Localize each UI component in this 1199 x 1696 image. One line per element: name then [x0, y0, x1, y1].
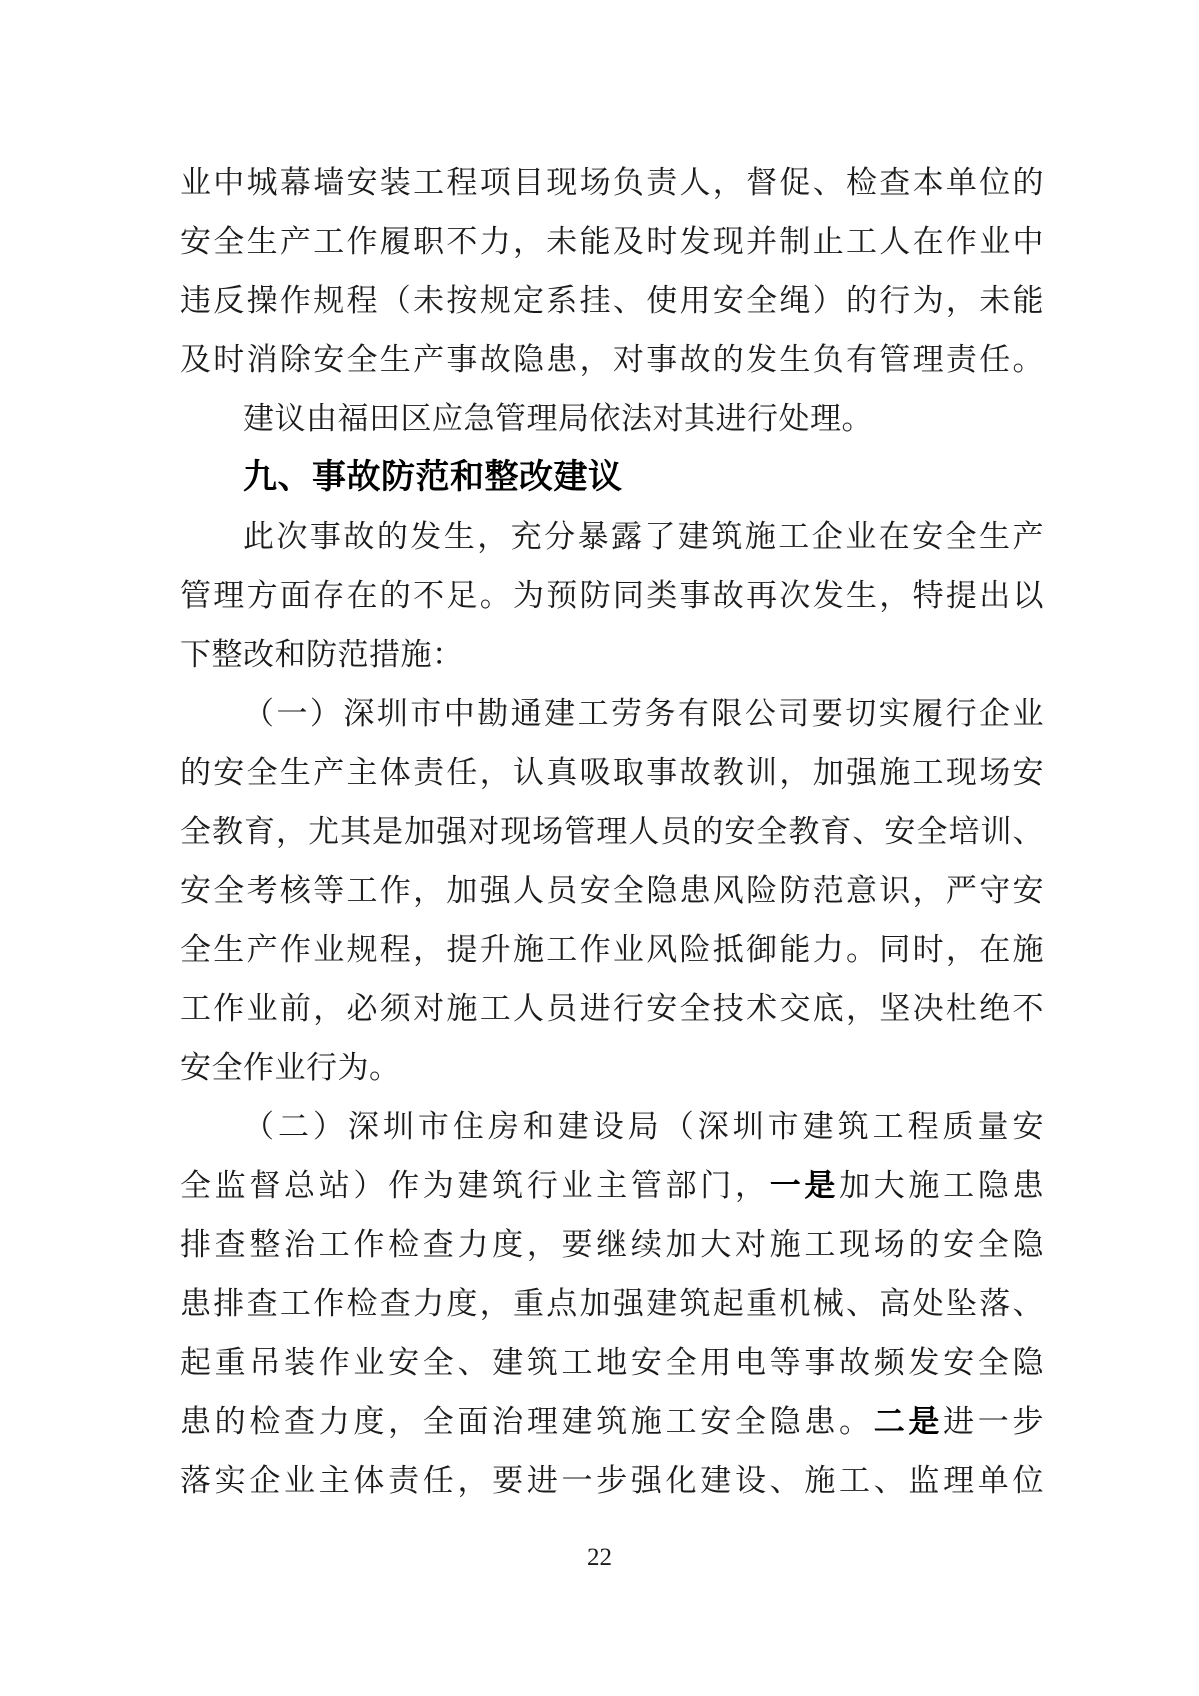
document-body	[180, 153, 1044, 1510]
text-segment: 下整改和防范措施：	[180, 637, 464, 672]
text-segment: 九、事故防范和整改建议	[243, 458, 623, 496]
text-line	[180, 507, 1044, 566]
text-segment: 工作业前，必须对施工人员进行安全技术交底，坚决杜绝不	[180, 991, 1044, 1026]
text-line	[180, 1156, 1044, 1215]
text-line	[180, 920, 1044, 979]
text-segment: 违反操作规程（未按规定系挂、使用安全绳）的行为，未能	[180, 283, 1044, 318]
text-segment: 安全考核等工作，加强人员安全隐患风险防范意识，严守安	[180, 873, 1044, 908]
text-line	[180, 153, 1044, 212]
text-line	[180, 1333, 1044, 1392]
text-segment: 排查整治工作检查力度，要继续加大对施工现场的安全隐	[180, 1227, 1044, 1262]
text-line	[180, 802, 1044, 861]
text-segment: （一）深圳市中勘通建工劳务有限公司要切实履行企业	[243, 696, 1044, 731]
text-line	[180, 979, 1044, 1038]
text-line	[180, 861, 1044, 920]
text-segment: 安全作业行为。	[180, 1050, 401, 1085]
text-segment: 患排查工作检查力度，重点加强建筑起重机械、高处坠落、	[180, 1286, 1044, 1321]
text-line	[180, 743, 1044, 802]
text-line	[180, 212, 1044, 271]
text-line	[180, 1215, 1044, 1274]
text-segment: 一是	[769, 1168, 840, 1203]
text-segment: 建议由福田区应急管理局依法对其进行处理。	[243, 401, 873, 436]
text-segment: 管理方面存在的不足。为预防同类事故再次发生，特提出以	[180, 578, 1044, 613]
text-line	[180, 684, 1044, 743]
text-segment: 此次事故的发生，充分暴露了建筑施工企业在安全生产	[243, 519, 1044, 554]
text-line	[180, 1038, 1044, 1097]
text-line	[180, 1392, 1044, 1451]
text-segment: 全生产作业规程，提升施工作业风险抵御能力。同时，在施	[180, 932, 1044, 967]
text-segment: 二是	[873, 1404, 944, 1439]
text-segment: （二）深圳市住房和建设局（深圳市建筑工程质量安	[243, 1109, 1044, 1144]
text-segment: 全教育，尤其是加强对现场管理人员的安全教育、安全培训、	[180, 814, 1044, 849]
text-segment: 的安全生产主体责任，认真吸取事故教训，加强施工现场安	[180, 755, 1044, 790]
text-segment: 落实企业主体责任，要进一步强化建设、施工、监理单位	[180, 1463, 1044, 1498]
text-line	[180, 1274, 1044, 1333]
text-segment: 安全生产工作履职不力，未能及时发现并制止工人在作业中	[180, 224, 1044, 259]
page-number: 22	[587, 1544, 612, 1571]
text-line	[180, 271, 1044, 330]
text-segment: 患的检查力度，全面治理建筑施工安全隐患。	[180, 1404, 874, 1439]
text-segment: 业中城幕墙安装工程项目现场负责人，督促、检查本单位的	[180, 165, 1044, 200]
text-line	[180, 389, 1044, 448]
text-line	[180, 330, 1044, 389]
section-heading	[180, 448, 1044, 507]
text-segment: 及时消除安全生产事故隐患，对事故的发生负有管理责任。	[180, 342, 1044, 377]
text-segment: 全监督总站）作为建筑行业主管部门，	[180, 1168, 770, 1203]
text-line	[180, 1451, 1044, 1510]
text-line	[180, 566, 1044, 625]
text-segment: 进一步	[943, 1404, 1044, 1439]
text-segment: 加大施工隐患	[839, 1168, 1044, 1203]
text-segment: 起重吊装作业安全、建筑工地安全用电等事故频发安全隐	[180, 1345, 1044, 1380]
text-line	[180, 1097, 1044, 1156]
text-line	[180, 625, 1044, 684]
